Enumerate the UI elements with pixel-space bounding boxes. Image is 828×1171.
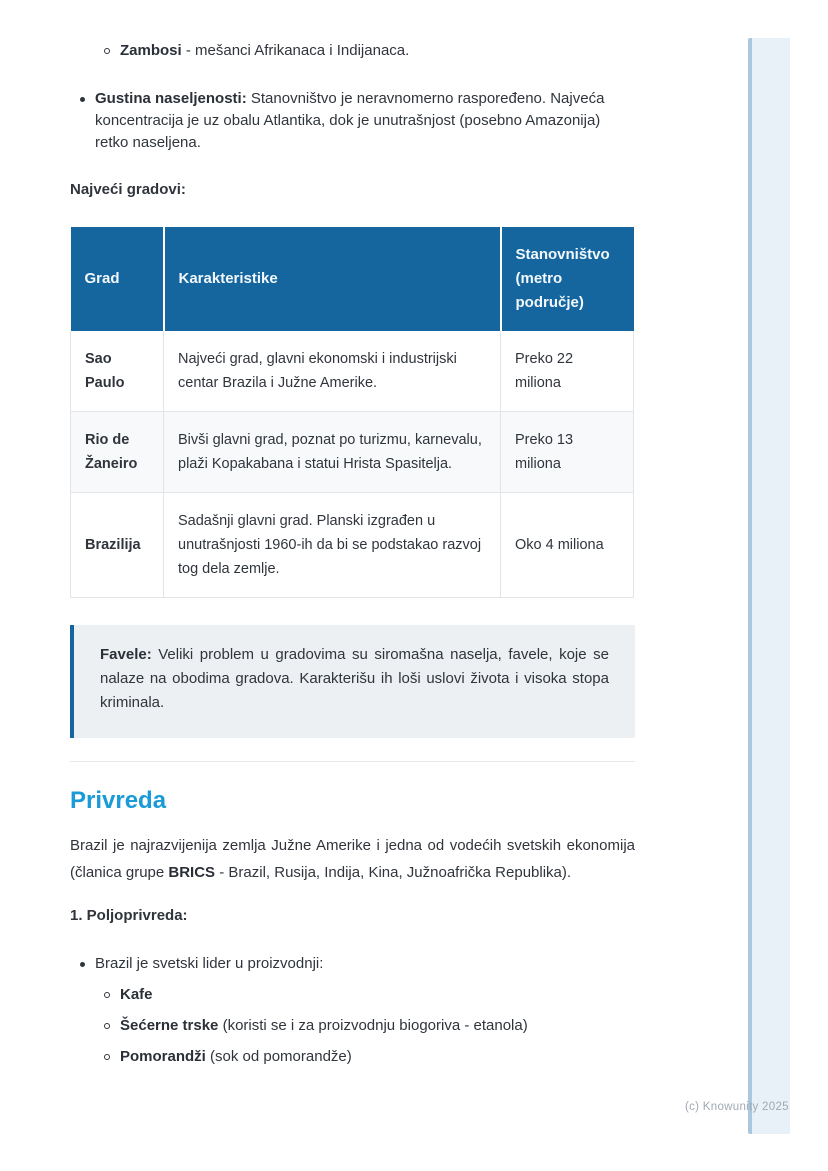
term-zambosi-rest: - mešanci Afrikanaca i Indijanaca. (181, 42, 410, 59)
list-item-text (120, 1015, 528, 1037)
cell-desc: Najveći grad, glavni ekonomski i industrijski centar Brazila i Južne Amerike. (164, 331, 501, 412)
cell-city: Brazilija (71, 493, 164, 598)
cell-city: Sao Paulo (71, 331, 164, 412)
table-header-row (71, 227, 634, 331)
cell-pop: Oko 4 miliona (501, 493, 634, 598)
section-heading-privreda: Privreda (70, 787, 167, 814)
cell-city: Rio de Žaneiro (71, 412, 164, 493)
list-item-text (95, 88, 635, 154)
list-item-text (120, 40, 409, 62)
term-zambosi: Zambosi (120, 42, 182, 59)
favele-callout (70, 625, 635, 738)
subheading-poljoprivreda: 1. Poljoprivreda: (70, 907, 188, 924)
cell-pop: Preko 13 miliona (501, 412, 634, 493)
header-grad: Grad (71, 227, 164, 331)
term-secerne-trske-rest: (koristi se i za proizvodnju biogoriva - etanola) (218, 1017, 528, 1034)
term-secerne-trske: Šećerne trske (120, 1017, 219, 1034)
knowunity-watermark: (c) Knowunity 2025 (685, 1101, 789, 1113)
list-item-text (120, 984, 153, 1006)
cities-table (70, 227, 634, 598)
circle-bullet-icon (103, 1015, 111, 1029)
circle-bullet-icon (103, 984, 111, 998)
disc-bullet-icon (78, 88, 86, 102)
cell-desc: Sadašnji glavni grad. Planski izgrađen u unutrašnjosti 1960-ih da bi se podstakao razvoj tog dela zemlje. (164, 493, 501, 598)
table-row (71, 493, 634, 598)
economy-paragraph-after: - Brazil, Rusija, Indija, Kina, Južnoafrička Republika). (215, 864, 572, 881)
economy-paragraph-before: Brazil je najrazvijenija zemlja Južne Amerike i jedna od vodećih svetskih ekonomija (članica grupe (70, 837, 635, 881)
cities-label: Najveći gradovi: (70, 181, 186, 198)
header-stanovnistvo: Stanovništvo (metro područje) (501, 227, 634, 331)
term-kafe: Kafe (120, 986, 153, 1003)
document-content (70, 0, 635, 1068)
list-item-text: Brazil je svetski lider u proizvodnji: (95, 955, 324, 972)
list-item-secerne-trske (70, 1015, 635, 1037)
cell-pop: Preko 22 miliona (501, 331, 634, 412)
term-brics: BRICS (168, 864, 216, 881)
term-pomorandzi-rest: (sok od pomorandže) (205, 1048, 352, 1065)
term-favele: Favele: (100, 646, 152, 663)
list-item-lead (70, 953, 635, 975)
disc-bullet-icon (78, 953, 86, 967)
economy-paragraph (70, 832, 635, 886)
list-item-zambosi (70, 40, 635, 62)
term-pomorandzi: Pomorandži (120, 1048, 206, 1065)
table-row (71, 412, 634, 493)
circle-bullet-icon (103, 1046, 111, 1060)
page-edge-strip (748, 38, 790, 1134)
cell-desc: Bivši glavni grad, poznat po turizmu, karnevalu, plaži Kopakabana i statui Hrista Spasitelja. (164, 412, 501, 493)
term-favele-rest: Veliki problem u gradovima su siromašna naselja, favele, koje se nalaze na obodima gradova. Karakterišu ih loši uslovi života i visoka stopa kriminala. (100, 646, 609, 711)
term-gustina: Gustina naseljenosti: (95, 90, 247, 107)
section-divider (70, 761, 635, 762)
circle-bullet-icon (103, 40, 111, 54)
list-item-pomorandzi (70, 1046, 635, 1068)
list-item-gustina (70, 88, 635, 154)
header-karakteristike: Karakteristike (164, 227, 501, 331)
list-item-kafe (70, 984, 635, 1006)
term-gustina-rest: Stanovništvo je neravnomerno raspoređeno. Najveća koncentracija je uz obalu Atlantika, dok je unutrašnjost (posebno Amazonija) retko naseljena. (95, 90, 605, 151)
table-row (71, 331, 634, 412)
list-item-text (120, 1046, 352, 1068)
